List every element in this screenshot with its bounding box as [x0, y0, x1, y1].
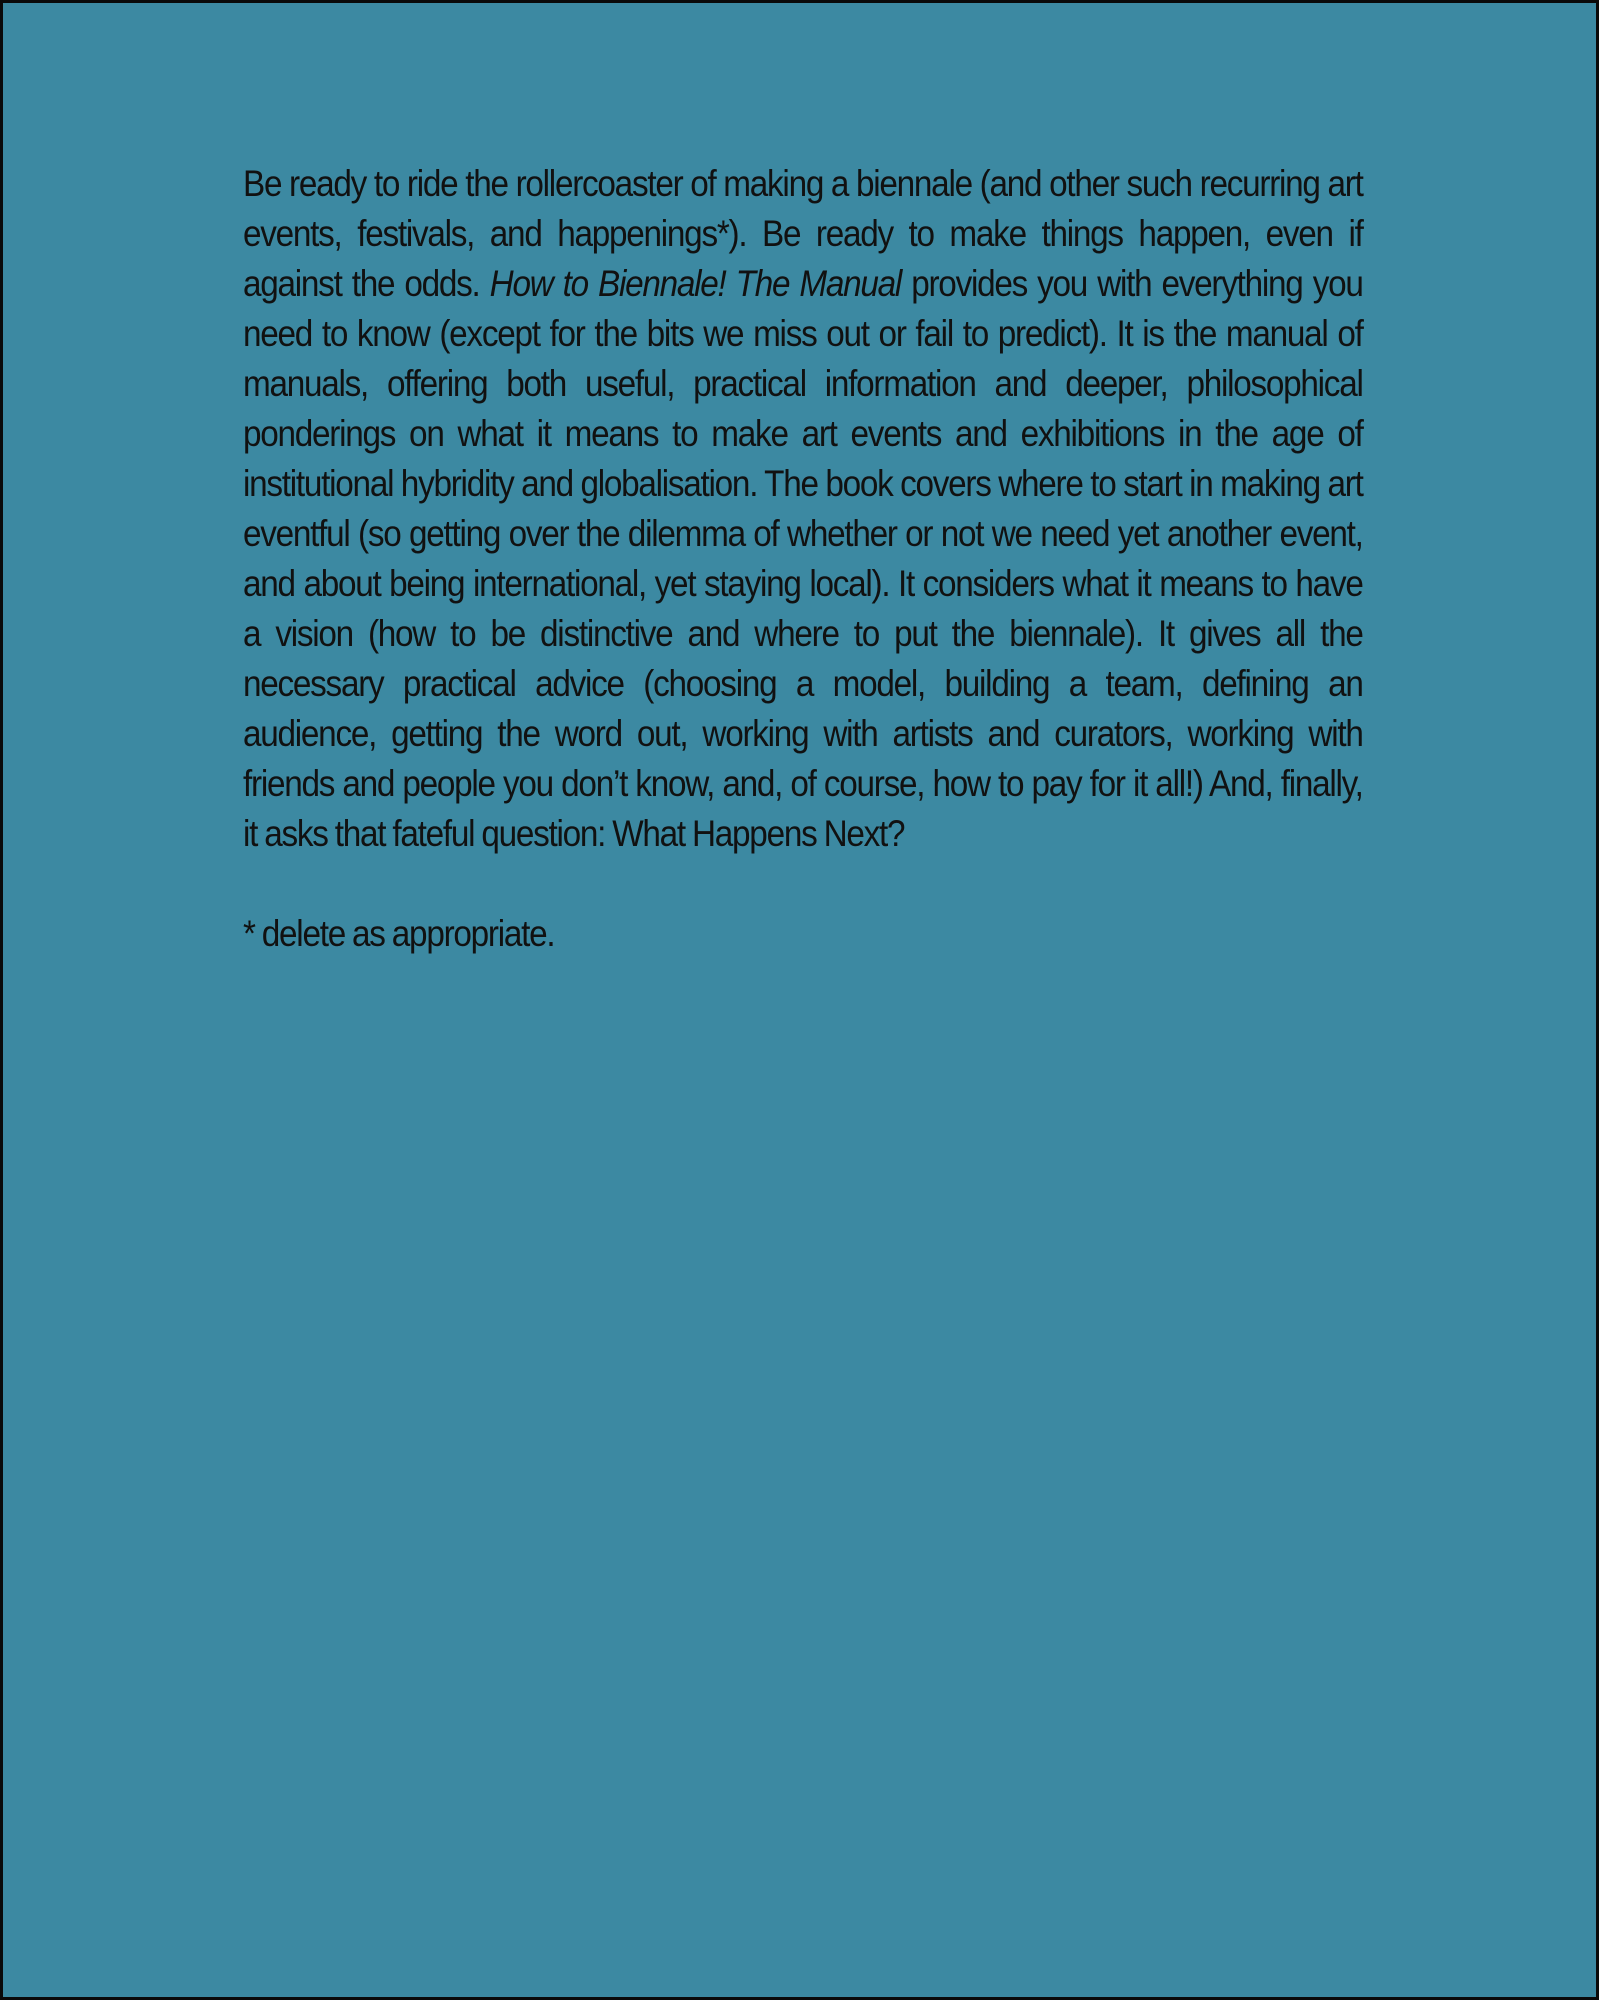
blurb-paragraph: [243, 159, 1363, 859]
blurb-text-intro: Be ready to ride the rollercoaster of making a biennale (and other such recurring art events, festivals, and happenings*). Be ready to make things happen, even if against the odds.: [243, 163, 1363, 304]
back-cover-blurb: [243, 159, 1363, 959]
book-title: How to Biennale! The Manual: [489, 263, 902, 304]
blurb-text-body: provides you with everything you need to know (except for the bits we miss out or fail to predict). It is the manual of manuals, offering both useful, practical information and deeper, philosophical ponderings on what it means to make art events and exhibitions in the age of institutional hybridity and globalisation. The book covers where to start in making art eventful (so getting over the dilemma of whether or not we need yet another event, and about being international, yet staying local). It considers what it means to have a vision (how to be distinctive and where to put the biennale). It gives all the necessary practical advice (choosing a model, building a team, defining an audience, getting the word out, working with artists and curators, working with friends and people you don’t know, and, of course, how to pay for it all!) And, finally, it asks that fateful question: What Happens Next?: [243, 263, 1363, 854]
footnote: * delete as appropriate.: [243, 913, 555, 954]
